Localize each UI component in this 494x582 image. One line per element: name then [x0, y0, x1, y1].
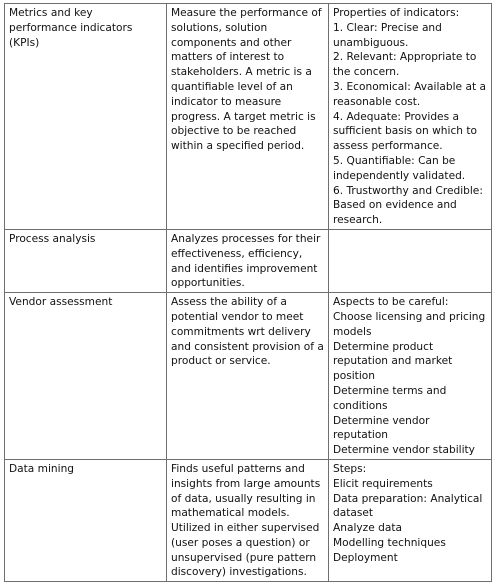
notes-item: Elicit requirements — [333, 477, 433, 490]
term-cell — [5, 459, 167, 581]
notes-heading: Properties of indicators: — [333, 7, 460, 19]
description-cell — [167, 4, 329, 230]
notes-item: Determine vendor stability — [333, 444, 475, 457]
description-text: Assess the ability of a potential vendor to meet commitments wrt delivery and consistent provision of a product or service. — [171, 296, 324, 368]
notes-cell — [329, 293, 492, 460]
notes-item: Modelling techniques — [333, 536, 446, 549]
table-row-data-mining — [5, 459, 492, 581]
notes-cell — [329, 459, 492, 581]
notes-item: 6. Trustworthy and Credible: Based on evidence and research. — [333, 184, 483, 227]
table-row-kpis — [5, 4, 492, 230]
term-text: Data mining — [9, 462, 75, 475]
techniques-table — [4, 3, 492, 582]
notes-item: Data preparation: Analytical dataset — [333, 492, 483, 520]
notes-item: 5. Quantifiable: Can be independently validated. — [333, 154, 466, 182]
notes-heading: Steps: — [333, 462, 367, 475]
table-row-process-analysis — [5, 229, 492, 292]
notes-item: 4. Adequate: Provides a sufficient basis on which to assess performance. — [333, 110, 477, 153]
notes-cell — [329, 4, 492, 230]
notes-item: Determine vendor reputation — [333, 414, 430, 442]
notes-item: Choose licensing and pricing models — [333, 310, 486, 338]
description-text: Analyzes processes for their effectiveness, efficiency, and identifies improvement opportunities. — [171, 232, 321, 290]
term-text: Process analysis — [9, 232, 96, 245]
notes-item: 2. Relevant: Appropriate to the concern. — [333, 51, 477, 79]
term-cell — [5, 229, 167, 292]
table-row-vendor-assessment — [5, 293, 492, 460]
notes-heading: Aspects to be careful: — [333, 296, 449, 309]
notes-item: Deployment — [333, 551, 398, 564]
notes-item: Analyze data — [333, 522, 402, 535]
notes-item: Determine terms and conditions — [333, 384, 447, 412]
description-cell — [167, 459, 329, 581]
notes-item: 3. Economical: Available at a reasonable cost. — [333, 80, 486, 108]
term-cell — [5, 4, 167, 230]
description-text: Measure the performance of solutions, solution components and other matters of interest to stakeholders. A metric is a quantifiable level of an indicator to measure progress. A target metric is objective to be reached within a specified period. — [171, 7, 322, 153]
description-text: Finds useful patterns and insights from large amounts of data, usually resulting in mathematical models. Utilized in either supervised (user poses a question) or unsupervised (pure pattern discovery) investigations. — [171, 462, 321, 579]
term-text: Metrics and key performance indicators (KPIs) — [9, 7, 133, 49]
notes-item: 1. Clear: Precise and unambiguous. — [333, 21, 442, 49]
description-cell — [167, 293, 329, 460]
notes-item: Determine product reputation and market position — [333, 340, 453, 383]
term-cell — [5, 293, 167, 460]
description-cell — [167, 229, 329, 292]
term-text: Vendor assessment — [9, 296, 113, 309]
notes-cell-empty — [329, 229, 492, 292]
